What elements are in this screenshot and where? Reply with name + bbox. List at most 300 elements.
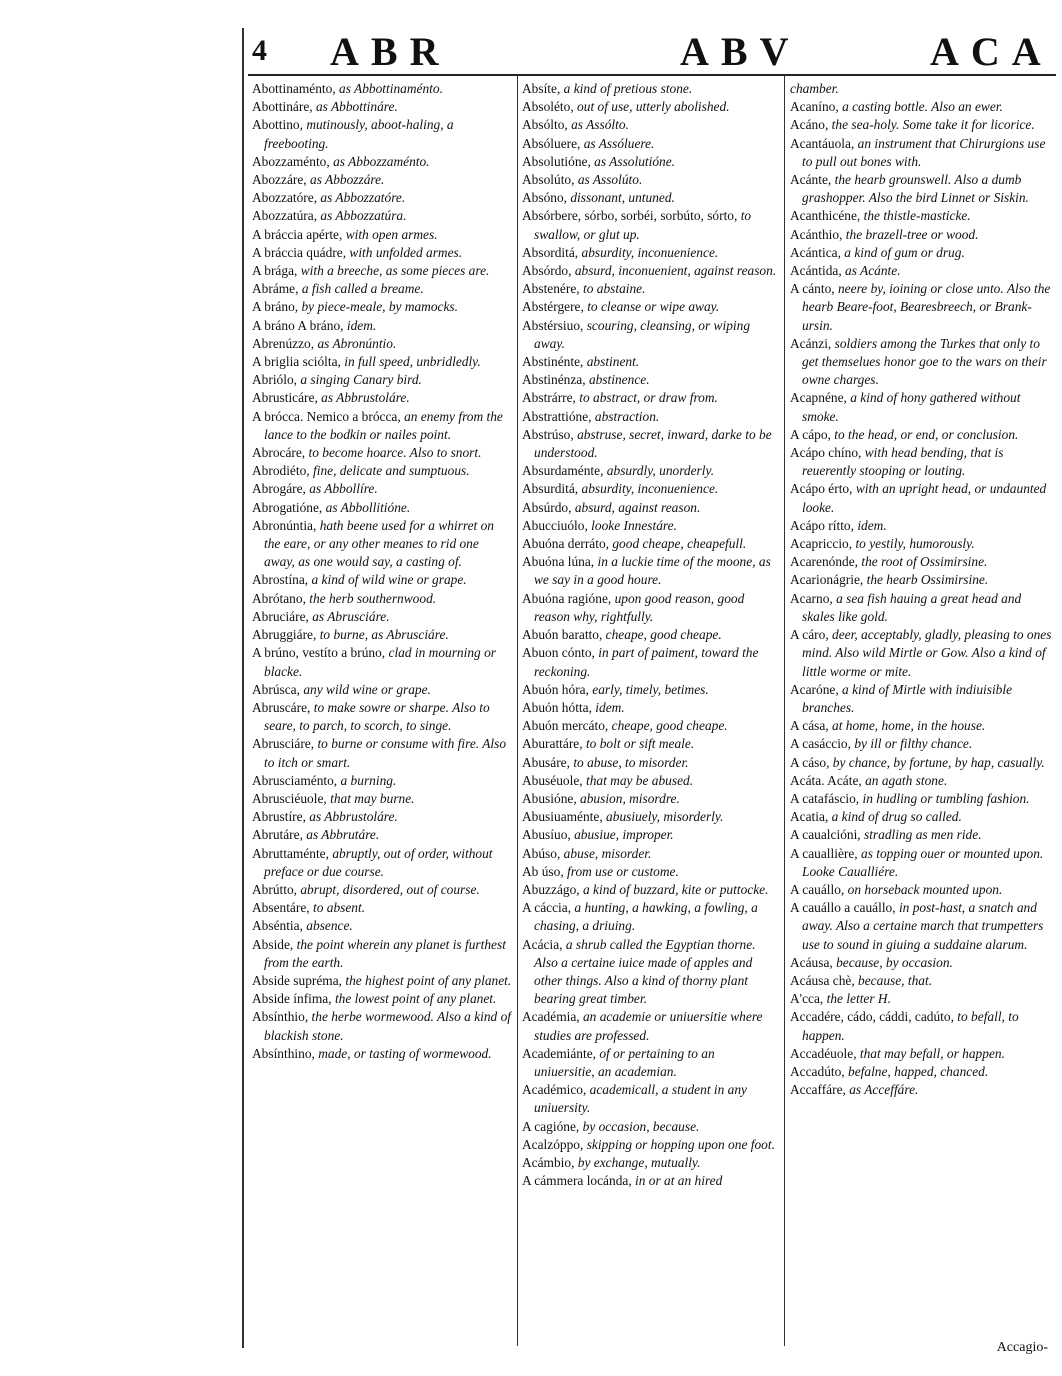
definition: by ill or filthy chance.: [854, 736, 973, 752]
dictionary-entry: [252, 826, 512, 844]
headword: A cápo,: [790, 426, 835, 442]
definition: abuse, misorder.: [563, 845, 652, 861]
headword: A cauallière,: [790, 845, 862, 861]
definition: idem.: [346, 317, 377, 333]
headword: Abrútto,: [252, 881, 301, 897]
headword: Acaróne,: [790, 681, 843, 697]
definition: abstraction.: [594, 408, 660, 424]
definition: a casting bottle. Also an ewer.: [842, 99, 1003, 115]
definition: chamber.: [790, 81, 839, 96]
dictionary-entry: [790, 244, 1052, 262]
definition: fine, delicate and sumptuous.: [313, 463, 470, 479]
headword: A bráno A bráno,: [252, 317, 347, 333]
dictionary-entry: [790, 171, 1052, 207]
headword: Abuséuole,: [522, 772, 586, 788]
dictionary-entry: [790, 480, 1052, 516]
dictionary-entry: [522, 881, 778, 899]
definition: hath beene used for a whirret on the eare, or any other meanes to rid one away, as one would say, a casting of.: [264, 517, 494, 570]
headword: Acantáuola,: [790, 135, 858, 151]
definition: in or at an hired: [635, 1173, 723, 1189]
definition: a fish called a breame.: [301, 281, 424, 297]
headword: Absentáre,: [252, 900, 313, 916]
dictionary-entry: [252, 207, 512, 225]
headword: Accadúto,: [790, 1063, 849, 1079]
definition: to cleanse or wipe away.: [587, 299, 720, 315]
dictionary-entry: [522, 1136, 778, 1154]
definition: skipping or hopping upon one foot.: [586, 1136, 775, 1152]
definition: early, timely, betimes.: [592, 681, 709, 697]
headword: Accadére, cádo, cáddi, cadúto,: [790, 1009, 958, 1025]
definition: absurd, against reason.: [574, 499, 701, 515]
definition: in part of paiment, toward the reckoning.: [534, 645, 759, 679]
definition: upon good reason, good reason why, rightfully.: [534, 590, 745, 624]
definition: to burne, as Abrusciáre.: [319, 627, 449, 643]
dictionary-entry: [252, 444, 512, 462]
headword: Abusiuaménte,: [522, 809, 607, 825]
dictionary-entry: [252, 189, 512, 207]
dictionary-entry: [522, 171, 778, 189]
definition: as Abronúntio.: [317, 335, 397, 351]
headword: Abside ínfima,: [252, 991, 335, 1007]
dictionary-entry: [252, 899, 512, 917]
headword: Abuón mercáto,: [522, 718, 612, 734]
headword: Abuóna ragióne,: [522, 590, 615, 606]
definition: looke Innestáre.: [591, 517, 677, 533]
headword: Abruggiáre,: [252, 627, 320, 643]
headword: Acarno,: [790, 590, 837, 606]
column-left: [252, 80, 512, 1063]
dictionary-entry: [252, 116, 512, 152]
definition: as Assóluere.: [583, 135, 655, 151]
headword: Absóluere,: [522, 135, 584, 151]
definition: out of use, utterly abolished.: [577, 99, 730, 115]
headword: Absorditá,: [522, 244, 582, 260]
dictionary-entry: [522, 936, 778, 1009]
dictionary-entry: [252, 262, 512, 280]
headword: Absíte,: [522, 81, 564, 96]
dictionary-entry: [522, 626, 778, 644]
dictionary-entry: [790, 1063, 1052, 1081]
headword: Abusáre,: [522, 754, 574, 770]
dictionary-entry: [790, 735, 1052, 753]
dictionary-entry: [522, 1081, 778, 1117]
definition: absurdity, inconuenience.: [581, 481, 719, 497]
definition: because, that.: [858, 972, 933, 988]
dictionary-entry: [790, 845, 1052, 881]
definition: the letter H.: [826, 991, 891, 1007]
definition: by exchange, mutually.: [577, 1154, 701, 1170]
headword: Abrocáre,: [252, 445, 309, 461]
definition: as Abbollíre.: [309, 481, 378, 497]
headword: Abstinénte,: [522, 354, 587, 370]
dictionary-entry: [252, 881, 512, 899]
definition: scouring, cleansing, or wiping away.: [534, 317, 751, 351]
dictionary-entry: [522, 80, 778, 98]
definition: as Abbozzatúra.: [320, 208, 407, 224]
definition: a singing Canary bird.: [300, 372, 422, 388]
headword: Abstérgere,: [522, 299, 588, 315]
page-number: 4: [252, 34, 267, 67]
headword: Académia,: [522, 1009, 583, 1025]
headword: Acarionágrie,: [790, 572, 867, 588]
headword: Acalzóppo,: [522, 1136, 587, 1152]
headword: Abronúntia,: [252, 517, 320, 533]
headword: Abstenére,: [522, 281, 583, 297]
dictionary-entry: [252, 389, 512, 407]
dictionary-entry: [522, 826, 778, 844]
headword: Abottino,: [252, 117, 307, 133]
definition: absurdity, inconuenience.: [581, 244, 719, 260]
definition: as Assólto.: [571, 117, 629, 133]
definition: dissonant, untuned.: [570, 190, 675, 206]
headword: Absoléto,: [522, 99, 578, 115]
dictionary-entry: [790, 280, 1052, 335]
definition: a kind of buzzard, kite or puttocke.: [582, 881, 769, 897]
definition: an academie or uniuersitie where studies are professed.: [534, 1009, 763, 1043]
headword: Abside supréma,: [252, 972, 346, 988]
dictionary-entry: [790, 681, 1052, 717]
headword: Acánte,: [790, 172, 835, 188]
definition: good cheape, cheapefull.: [612, 536, 747, 552]
definition: a burning.: [340, 772, 397, 788]
dictionary-entry: [522, 590, 778, 626]
dictionary-entry: [522, 298, 778, 316]
headword: Académico,: [522, 1082, 590, 1098]
headword: Abúso,: [522, 845, 564, 861]
dictionary-entry: [522, 1154, 778, 1172]
definition: the herb southernwood.: [309, 590, 437, 606]
definition: to make sowre or sharpe. Also to seare, to parch, to scorch, to singe.: [264, 699, 490, 734]
headword: A cáro,: [790, 627, 833, 643]
headword: Abozzatóre,: [252, 190, 321, 206]
headword: A cauállo,: [790, 881, 848, 897]
dictionary-entry: [252, 608, 512, 626]
definition: to bolt or sift meale.: [585, 736, 695, 752]
definition: from use or custome.: [567, 863, 679, 879]
headword: Abottinaménto,: [252, 81, 340, 96]
dictionary-entry: [522, 189, 778, 207]
definition: cheape, good cheape.: [611, 718, 728, 734]
headword: Abside,: [252, 936, 297, 952]
definition: as Abbollitióne.: [325, 499, 411, 515]
headword: A cánto,: [790, 281, 838, 297]
definition: academicall, a student in any uniuersity.: [534, 1082, 747, 1116]
dictionary-entry: [252, 790, 512, 808]
headword: Abriólo,: [252, 372, 301, 388]
headword: Absurditá,: [522, 481, 582, 497]
definition: as Abbottinaménto.: [339, 81, 443, 96]
running-header: [240, 28, 1058, 72]
headword: Absolutióne,: [522, 153, 595, 169]
headword: Abrótano,: [252, 590, 310, 606]
headword: A cása,: [790, 718, 833, 734]
headword: A cámmera locánda,: [522, 1173, 636, 1189]
headword: Abozzáre,: [252, 172, 310, 188]
definition: in post-hast, a snatch and away. Also a certaine march that trumpetters use to sound in giuing a suddaine alarum.: [802, 900, 1044, 952]
headword: Abstérsiuo,: [522, 317, 587, 333]
definition: the root of Ossimirsine.: [861, 554, 988, 570]
definition: stradling as men ride.: [864, 827, 982, 843]
definition: neere by, ioining or close unto. Also the hearb Beare-foot, Bearesbreech, or Brank-ursin.: [802, 281, 1051, 333]
definition: in full speed, unbridledly.: [344, 354, 481, 370]
dictionary-entry: [522, 644, 778, 680]
dictionary-entry: [522, 135, 778, 153]
dictionary-entry: [790, 389, 1052, 425]
headword: Abstrattióne,: [522, 408, 595, 424]
dictionary-entry: [790, 1008, 1052, 1044]
headword: Abráme,: [252, 281, 302, 297]
headword: Abrusciaménto,: [252, 772, 341, 788]
headword: Acántica,: [790, 244, 845, 260]
definition: deer, acceptably, gladly, pleasing to ones mind. Also wild Mirtle or Gow. Also a kind of little worme or mite.: [802, 627, 1052, 679]
definition: as Assolutióne.: [594, 153, 676, 169]
definition: absurdly, unorderly.: [606, 463, 715, 479]
dictionary-entry: [790, 1081, 1052, 1099]
headword: Abséntia,: [252, 918, 307, 934]
definition: idem.: [857, 517, 887, 533]
headword: Accaffáre,: [790, 1082, 850, 1098]
definition: as Abbottináre.: [315, 99, 398, 115]
definition: an instrument that Chirurgions use to pull out bones with.: [802, 135, 1046, 169]
dictionary-entry: [790, 226, 1052, 244]
definition: with an upright head, or undaunted looke.: [802, 481, 1047, 515]
dictionary-entry: [252, 153, 512, 171]
dictionary-entry: [522, 772, 778, 790]
headword: A catafáscio,: [790, 790, 863, 806]
definition: abruptly, out of order, without preface or due course.: [264, 845, 493, 879]
dictionary-entry: [252, 280, 512, 298]
definition: an agath stone.: [865, 772, 948, 788]
dictionary-entry: [790, 80, 1052, 98]
headword: Acanthicéne,: [790, 208, 864, 224]
definition: the highest point of any planet.: [345, 972, 512, 988]
headword: Acarenónde,: [790, 554, 862, 570]
headword: A bráccia apérte,: [252, 226, 346, 242]
dictionary-entry: [790, 335, 1052, 390]
dictionary-entry: [252, 1008, 512, 1044]
dictionary-entry: [522, 899, 778, 935]
headword: A brúno, vestíto a brúno,: [252, 645, 389, 661]
definition: a kind of hony gathered without smoke.: [802, 390, 1021, 424]
headword: Abuon cónto,: [522, 645, 599, 661]
headword: Abrenúzzo,: [252, 335, 318, 351]
definition: abstruse, secret, inward, darke to be understood.: [534, 426, 772, 461]
headword: Acápo chíno,: [790, 445, 865, 461]
dictionary-entry: [790, 772, 1052, 790]
dictionary-entry: [252, 171, 512, 189]
definition: a kind of wild wine or grape.: [311, 572, 467, 588]
headword: A cagióne,: [522, 1118, 583, 1134]
dictionary-entry: [790, 826, 1052, 844]
headword: Acápo rítto,: [790, 517, 858, 533]
definition: to the head, or end, or conclusion.: [834, 426, 1019, 442]
definition: that may be abused.: [585, 772, 694, 788]
guide-word-left: ABR: [330, 29, 451, 74]
definition: as Acánte.: [845, 263, 901, 279]
definition: in hudling or tumbling fashion.: [862, 790, 1030, 806]
dictionary-entry: [252, 972, 512, 990]
headword: Acántida,: [790, 263, 846, 279]
definition: to befall, to happen.: [802, 1009, 1019, 1043]
headword: Absúrdo,: [522, 499, 575, 515]
dictionary-entry: [790, 426, 1052, 444]
dictionary-entry: [522, 262, 778, 280]
definition: befalne, happed, chanced.: [848, 1063, 989, 1079]
headword: Abozzatúra,: [252, 208, 321, 224]
headword: Acapriccio,: [790, 536, 856, 552]
headword: Abrostína,: [252, 572, 312, 588]
headword: A cauállo a cauállo,: [790, 900, 899, 916]
dictionary-entry: [790, 98, 1052, 116]
definition: the herbe wormewood. Also a kind of blackish stone.: [264, 1009, 512, 1043]
dictionary-entry: [522, 462, 778, 480]
definition: as Abbozzáre.: [310, 172, 385, 188]
headword: Abuóna derráto,: [522, 536, 613, 552]
headword: Absóno,: [522, 190, 571, 206]
definition: the point wherein any planet is furthest from the earth.: [264, 936, 506, 970]
dictionary-entry: [790, 535, 1052, 553]
headword: Absurdaménte,: [522, 463, 607, 479]
dictionary-entry: [522, 98, 778, 116]
definition: idem.: [595, 699, 625, 715]
dictionary-entry: [790, 262, 1052, 280]
dictionary-entry: [522, 808, 778, 826]
headword: Absínthio,: [252, 1009, 312, 1025]
definition: cheape, good cheape.: [605, 627, 722, 643]
headword: Abrogatióne,: [252, 499, 326, 515]
headword: Abstinénza,: [522, 372, 589, 388]
headword: Acáta. Acáte,: [790, 772, 866, 788]
definition: as topping ouer or mounted upon. Looke Caualliére.: [802, 845, 1044, 879]
definition: to burne or consume with fire. Also to itch or smart.: [264, 736, 507, 770]
definition: the hearb grounswell. Also a dumb grashopper. Also the bird Linnet or Siskin.: [802, 172, 1029, 206]
definition: to become hoarce. Also to snort.: [308, 445, 482, 461]
dictionary-entry: [252, 644, 512, 680]
definition: a shrub called the Egyptian thorne. Also a certaine iuice made of apples and other things. Also a kind of thorny plant bearing great timber.: [534, 936, 756, 1007]
dictionary-entry: [522, 499, 778, 517]
dictionary-entry: [252, 353, 512, 371]
dictionary-entry: [252, 244, 512, 262]
definition: with head bending, that is reuerently stooping or louting.: [802, 445, 1004, 479]
definition: mutinously, aboot-haling, a freebooting.: [264, 117, 454, 151]
dictionary-entry: [252, 499, 512, 517]
dictionary-entry: [790, 571, 1052, 589]
definition: clad in mourning or blacke.: [264, 645, 496, 679]
dictionary-entry: [522, 426, 778, 462]
headword: Acánzi,: [790, 335, 835, 351]
headword: Absórbere, sórbo, sorbéi, sorbúto, sórto,: [522, 208, 741, 224]
dictionary-entry: [252, 1045, 512, 1063]
definition: at home, home, in the house.: [832, 718, 986, 734]
definition: a kind of drug so called.: [831, 809, 962, 825]
definition: to absent.: [312, 900, 366, 916]
definition: to abuse, to misorder.: [573, 754, 689, 770]
dictionary-entry: [522, 317, 778, 353]
definition: the sea-holy. Some take it for licorice.: [831, 117, 1035, 133]
headword: Abuóna lúna,: [522, 554, 598, 570]
dictionary-entry: [252, 571, 512, 589]
definition: as Abbozzaménto.: [333, 153, 430, 169]
headword: Abusíuo,: [522, 827, 575, 843]
dictionary-entry: [522, 1172, 778, 1190]
guide-word-middle: ABV: [680, 29, 801, 74]
dictionary-entry: [252, 371, 512, 389]
dictionary-entry: [252, 298, 512, 316]
headword: Acánthio,: [790, 226, 846, 242]
definition: a hunting, a hawking, a fowling, a chasing, a driuing.: [534, 900, 758, 934]
dictionary-entry: [522, 153, 778, 171]
definition: by occasion, because.: [582, 1118, 700, 1134]
dictionary-entry: [522, 1008, 778, 1044]
headword: Abrusciéuole,: [252, 790, 331, 806]
headword: A bráccia quádre,: [252, 244, 350, 260]
dictionary-entry: [252, 772, 512, 790]
definition: as Abbozzatóre.: [320, 190, 406, 206]
definition: as Abbrustoláre.: [309, 809, 398, 825]
headword: Abusióne,: [522, 790, 581, 806]
column-right: [790, 80, 1052, 1099]
definition: a sea fish hauing a great head and skales like gold.: [802, 590, 1022, 624]
dictionary-entry: [522, 790, 778, 808]
headword: Abozzaménto,: [252, 153, 334, 169]
dictionary-entry: [252, 917, 512, 935]
definition: absurd, inconuenient, against reason.: [574, 263, 777, 279]
definition: of or pertaining to an uniuersitie, an academian.: [534, 1045, 715, 1079]
headword: Abuón hótta,: [522, 699, 596, 715]
definition: with open armes.: [345, 226, 438, 242]
definition: an enemy from the lance to the bodkin or nailes point.: [264, 408, 503, 442]
headword: A cáso,: [790, 754, 833, 770]
left-margin-rule: [242, 28, 244, 1348]
definition: to abstract, or draw from.: [579, 390, 718, 406]
dictionary-entry: [790, 808, 1052, 826]
dictionary-entry: [522, 244, 778, 262]
dictionary-entry: [252, 98, 512, 116]
headword: Abstrárre,: [522, 390, 580, 406]
headword: Abuón baratto,: [522, 627, 606, 643]
headword: Abuón hóra,: [522, 681, 593, 697]
dictionary-entry: [522, 863, 778, 881]
definition: by piece-meale, by mamocks.: [301, 299, 458, 315]
dictionary-entry: [790, 972, 1052, 990]
headword: Abucciuólo,: [522, 517, 592, 533]
headword: Abstrúso,: [522, 426, 578, 442]
definition: to yestily, humorously.: [855, 536, 975, 552]
dictionary-entry: [522, 735, 778, 753]
definition: with a breeche, as some pieces are.: [300, 263, 490, 279]
headword: Absínthino,: [252, 1045, 319, 1061]
definition: a kind of pretious stone.: [563, 81, 693, 96]
headword: A caualcióni,: [790, 827, 864, 843]
headword: A casáccio,: [790, 736, 855, 752]
dictionary-entry: [790, 135, 1052, 171]
dictionary-entry: [790, 754, 1052, 772]
dictionary-entry: [522, 845, 778, 863]
column-divider-2: [784, 76, 785, 1346]
dictionary-entry: [522, 408, 778, 426]
definition: the lowest point of any planet.: [334, 991, 497, 1007]
definition: abrupt, disordered, out of course.: [300, 881, 480, 897]
definition: the hearb Ossimirsine.: [866, 572, 989, 588]
definition: that may befall, or happen.: [859, 1045, 1005, 1061]
dictionary-entry: [790, 990, 1052, 1008]
dictionary-entry: [522, 389, 778, 407]
dictionary-entry: [252, 990, 512, 1008]
definition: that may burne.: [330, 790, 415, 806]
dictionary-entry: [522, 480, 778, 498]
headword: A brága,: [252, 263, 301, 279]
headword: Abrusciáre,: [252, 736, 318, 752]
